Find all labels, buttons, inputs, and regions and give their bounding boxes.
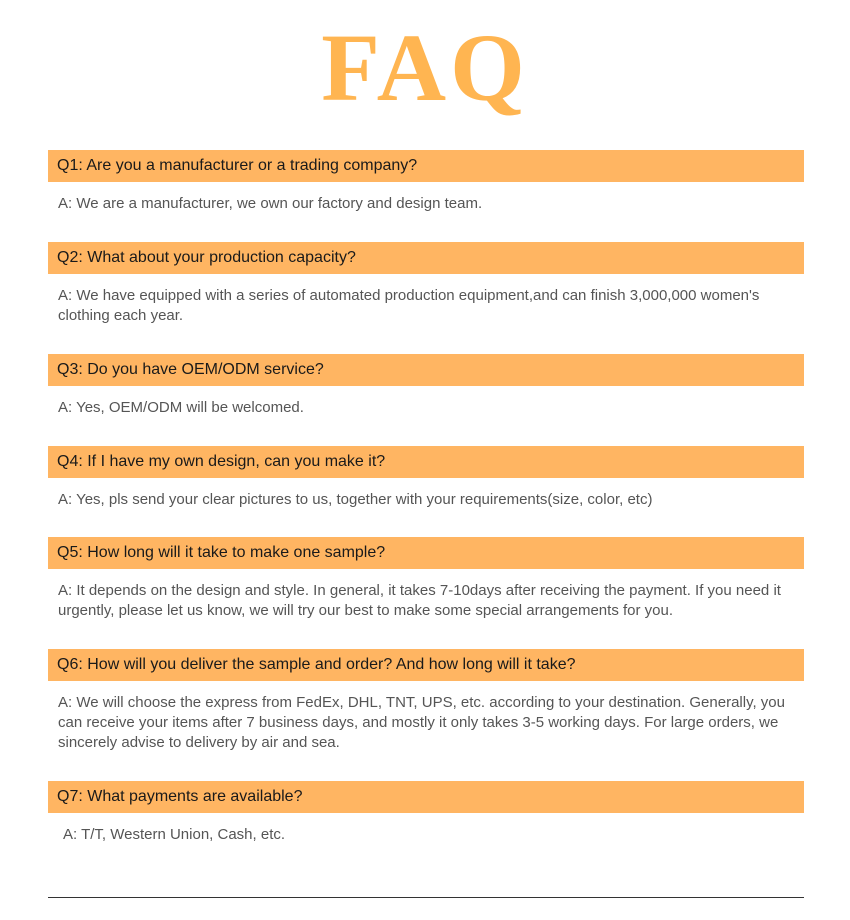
faq-answer-7: A: T/T, Western Union, Cash, etc. xyxy=(63,826,286,843)
faq-answer-6: A: We will choose the express from FedEx, DHL, TNT, UPS, etc. according to your destination. Generally, you can receive your items after 7 business days, and mostly it only takes 3-5 working days. For large orders, we sincerely advise to delivery by air and sea. xyxy=(58,694,785,751)
faq-question-6: Q6: How will you deliver the sample and order? And how long will it take? xyxy=(48,649,804,681)
faq-question-4: Q4: If I have my own design, can you make it? xyxy=(48,446,804,478)
bottom-divider xyxy=(48,897,804,898)
faq-item-4 xyxy=(48,446,804,510)
faq-item-1 xyxy=(48,150,804,214)
faq-answer-1: A: We are a manufacturer, we own our factory and design team. xyxy=(58,195,483,212)
faq-item-6 xyxy=(48,649,804,753)
faq-question-7: Q7: What payments are available? xyxy=(48,781,804,813)
faq-item-2 xyxy=(48,242,804,326)
faq-answer-4: A: Yes, pls send your clear pictures to us, together with your requirements(size, color, etc) xyxy=(58,491,653,508)
faq-question-3: Q3: Do you have OEM/ODM service? xyxy=(48,354,804,386)
faq-item-5 xyxy=(48,537,804,621)
faq-question-2: Q2: What about your production capacity? xyxy=(48,242,804,274)
faq-item-7 xyxy=(48,781,804,845)
faq-answer-2: A: We have equipped with a series of automated production equipment,and can finish 3,000,000 women's clothing each year. xyxy=(58,287,760,324)
faq-item-3 xyxy=(48,354,804,418)
page-title: FAQ xyxy=(321,14,529,121)
faq-question-5: Q5: How long will it take to make one sample? xyxy=(48,537,804,569)
faq-answer-5: A: It depends on the design and style. In general, it takes 7-10days after receiving the payment. If you need it urgently, please let us know, we will try our best to make some special arrangements for you. xyxy=(58,582,781,619)
faq-answer-3: A: Yes, OEM/ODM will be welcomed. xyxy=(58,399,304,416)
faq-question-1: Q1: Are you a manufacturer or a trading company? xyxy=(48,150,804,182)
